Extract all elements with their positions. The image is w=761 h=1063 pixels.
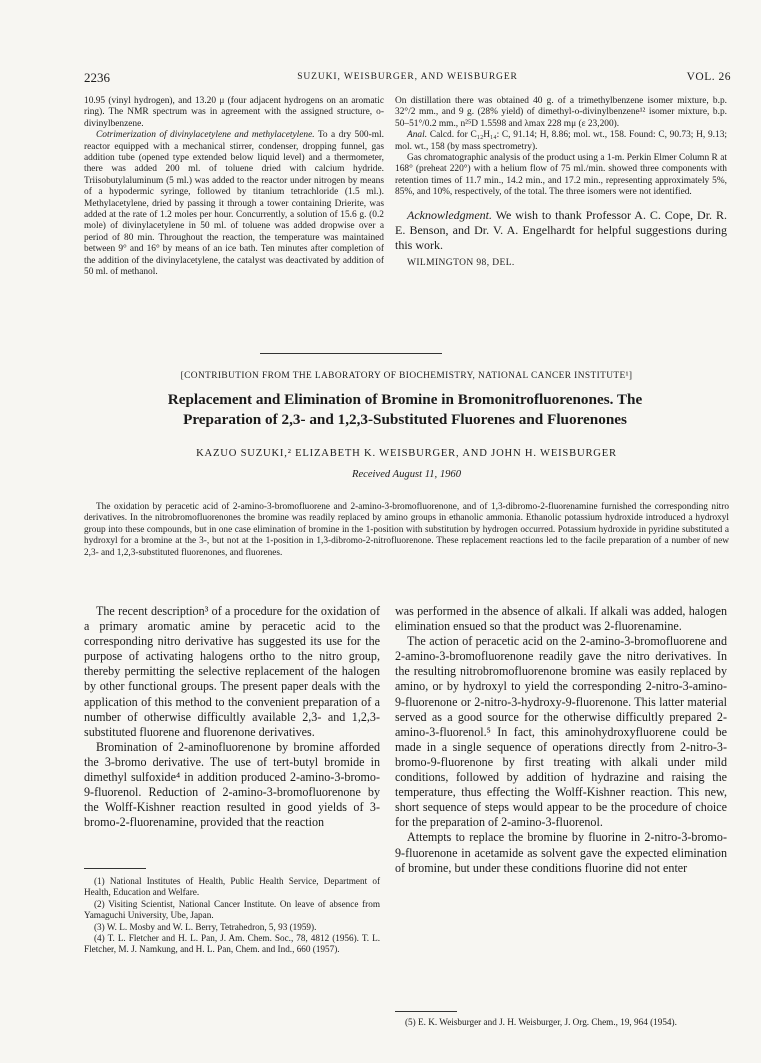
location-line: WILMINGTON 98, DEL.	[407, 257, 515, 268]
prev-article-right-column	[395, 96, 727, 268]
volume-label: VOL. 26	[686, 71, 731, 83]
footnote: (4) T. L. Fletcher and H. L. Pan, J. Am. Chem. Soc., 78, 4812 (1956). T. L. Fletcher, M. J. Namkung, and H. L. Pan, Chem. and Ind., 660 (1957).	[84, 933, 380, 955]
paragraph: The recent description³ of a procedure for the oxidation of a primary aromatic amine by peracetic acid to the corresponding nitro derivative has suggested its use for the purpose of activating halogens ortho to the nitro group, thereby permitting the selective replacement of the halogen by other functional groups. The present paper deals with the application of this method to the convenient preparation of a number of otherwise difficultly available 2,3- and 1,2,3-substituted fluorene and fluorenone derivatives.	[84, 604, 380, 739]
separator-rule	[260, 353, 442, 354]
paragraph: On distillation there was obtained 40 g. of a trimethylbenzene isomer mixture, b.p. 32°/2 mm., and 9 g. (28% yield) of dimethyl-o-divinylbenzene¹² isomer mixture, b.p. 50–51°/0.2 mm., n²⁵D 1.5598 and λmax 228 mμ (ε 23,200).	[395, 96, 727, 129]
prev-article-left-column	[84, 96, 384, 279]
abstract: The oxidation by peracetic acid of 2-amino-3-bromofluorene and 2-amino-3-bromofluorenone, and of 1,3-dibromo-2-fluorenamine furnished the corresponding nitro derivatives. In the nitrobromofluorenones the bromine was readily replaced by amino groups in ethanolic ammonia. Ethanolic potassium hydroxide introduced a hydroxyl group into these compounds, but in one case elimination of bromine in the 1-position with substitution by hydrogen occurred. Potassium hydroxide in pyridine substituted a hydroxyl for a bromine at the 3-, but not at the 1-position in 1,3-dibromo-2-nitrofluorenone. These replacement reactions led to the facile preparation of a number of new 2,3- and 1,2,3-substituted fluorenones, and fluorenes.	[84, 502, 729, 558]
paragraph: Bromination of 2-aminofluorenone by bromine afforded the 3-bromo derivative. The use of tert-butyl bromide in dimethyl sulfoxide⁴ in addition produced 2-amino-3-bromo-9-fluorenol. Reduction of 2-amino-3-bromofluorenone by the Wolff-Kishner reaction resulted in good yields of 3-bromo-2-fluorenamine, provided that the reaction	[84, 739, 380, 830]
footnotes-left	[84, 876, 380, 956]
paragraph: Gas chromatographic analysis of the product using a 1-m. Perkin Elmer Column R at 168° (preheat 220°) with a helium flow of 75 ml./min. showed three components with retention times of 11.7 min., 14.2 min., and 17.2 min., representing approximately 5%, 85%, and 10%, respectively, of the total. The three isomers were not identified.	[395, 153, 727, 198]
author-list: KAZUO SUZUKI,² ELIZABETH K. WEISBURGER, AND JOHN H. WEISBURGER	[196, 448, 617, 459]
footnote-right: (5) E. K. Weisburger and J. H. Weisburger, J. Org. Chem., 19, 964 (1954).	[405, 1017, 677, 1027]
paragraph: Attempts to replace the bromine by fluorine in 2-nitro-3-bromo-9-fluorenone in acetamide as solvent gave the expected elimination of bromine, but under these conditions fluorine did not enter	[395, 830, 727, 875]
page-header	[84, 70, 731, 86]
footnote: (3) W. L. Mosby and W. L. Berry, Tetrahedron, 5, 93 (1959).	[94, 921, 317, 932]
article-title: Replacement and Elimination of Bromine in Bromonitrofluorenones. The Preparation of 2,3- and 1,2,3-Substituted Fluorenes and Fluorenones	[167, 391, 643, 428]
footnote: (2) Visiting Scientist, National Cancer Institute. On leave of absence from Yamaguchi University, Ube, Japan.	[84, 898, 380, 921]
contribution-line: [CONTRIBUTION FROM THE LABORATORY OF BIOCHEMISTRY, NATIONAL CANCER INSTITUTE¹]	[180, 371, 633, 381]
paragraph: Cotrimerization of divinylacetylene and methylacetylene. To a dry 500-ml. reactor equipped with a mechanical stirrer, condenser, dropping funnel, gas addition tube (opened type extended below liquid level) and a thermometer, there was added 200 ml. of toluene dried with calcium hydride. Triisobutylaluminum (5 ml.) was added to the reactor under nitrogen by means of a hypodermic syringe, followed by titanium tetrachloride (1.5 ml.). Methylacetylene, dried by passing it through a tower containing Drierite, was added at the rate of 1.2 moles per hour. Concurrently, a solution of 15.6 g. (0.2 mole) of divinylacetylene in 50 ml. of toluene was added dropwise over a period of 80 min. Throughout the reaction, the temperature was maintained between 9° and 16° by means of an ice bath. Ten minutes after completion of the addition of the divinylacetylene, the catalyst was deactivated by addition of 50 ml. of methanol.	[84, 130, 384, 278]
paragraph: was performed in the absence of alkali. If alkali was added, halogen elimination ensued so that the product was 2-fluorenamine.	[395, 604, 727, 634]
footnote: (1) National Institutes of Health, Public Health Service, Department of Health, Education and Welfare.	[84, 876, 380, 898]
footnote-rule	[84, 868, 146, 869]
section-heading: Cotrimerization of divinylacetylene and methylacetylene.	[96, 130, 315, 141]
paragraph: The action of peracetic acid on the 2-amino-3-bromofluorene and 2-amino-3-bromofluorenone readily gave the nitro derivatives. In the resulting nitrobromofluorenone bromine was easily replaced by amino, or by hydroxyl to yield the corresponding 2-nitro-3-amino-9-fluorenone or 2-nitro-3-hydroxy-9-fluorenone. This latter material served as a good source for the otherwise difficultly prepared 2-amino-3-fluorenol.⁵ In fact, this aminohydroxyfluorene could be made in a single sequence of operations directly from 2-nitro-3-bromo-9-fluorenone by first treating with alkali under mild conditions, followed by addition of hydrazine and raising the temperature, thus effecting the Wolff-Kishner reaction. This new, short sequence of steps would appear to be the procedure of choice for the preparation of 2-amino-3-fluorenol.	[395, 634, 727, 830]
received-date: Received August 11, 1960	[351, 469, 462, 480]
footnote-rule	[395, 1011, 457, 1012]
running-title: SUZUKI, WEISBURGER, AND WEISBURGER	[297, 72, 518, 82]
page-number: 2236	[84, 70, 110, 85]
section-heading: Anal.	[407, 130, 428, 141]
body-left-column	[84, 604, 380, 830]
paragraph: 10.95 (vinyl hydrogen), and 13.20 μ (four adjacent hydrogens on an aromatic ring). The NMR spectrum was in agreement with the assigned structure, o-divinylbenzene.	[84, 96, 384, 129]
paragraph: Anal. Calcd. for C₁₂H₁₄: C, 91.14; H, 8.86; mol. wt., 158. Found: C, 90.73; H, 9.13; mol. wt., 158 (by mass spectrometry).	[395, 130, 728, 152]
body-right-column	[395, 604, 727, 876]
section-heading: Acknowledgment.	[407, 207, 492, 222]
acknowledgment: Acknowledgment. We wish to thank Professor A. C. Cope, Dr. R. E. Benson, and Dr. V. A. Engelhardt for helpful suggestions during this work.	[395, 207, 727, 252]
